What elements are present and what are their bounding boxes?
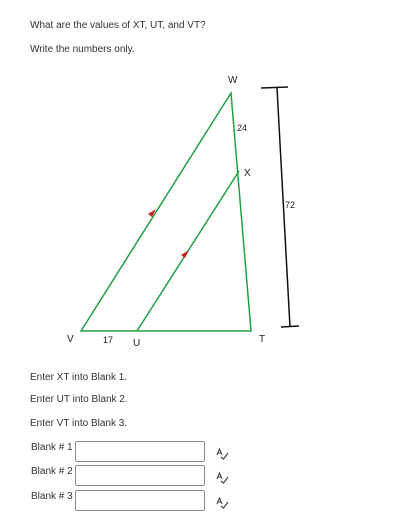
blank-2-label: Blank # 2 — [31, 466, 73, 477]
direction-1: Enter XT into Blank 1. — [30, 372, 128, 383]
triangle-vwt — [81, 93, 251, 331]
measure-vu-label: 17 — [103, 335, 114, 345]
spell-check-icon[interactable] — [215, 470, 229, 484]
vertex-t-label: T — [259, 334, 266, 345]
measure-wt-label: 72 — [285, 200, 296, 210]
vertex-v-label: V — [67, 334, 74, 345]
spell-check-icon[interactable] — [215, 446, 229, 460]
blank-2-input[interactable] — [75, 465, 205, 486]
direction-3: Enter VT into Blank 3. — [30, 418, 128, 429]
question-instruction: Write the numbers only. — [30, 44, 135, 55]
blank-3-input[interactable] — [75, 490, 205, 511]
bracket-top — [261, 87, 288, 88]
spell-check-icon[interactable] — [215, 495, 229, 509]
vertex-x-label: X — [244, 168, 251, 179]
vertex-u-label: U — [133, 338, 141, 349]
question-prompt: What are the values of XT, UT, and VT? — [30, 20, 206, 31]
blank-1-input[interactable] — [75, 441, 205, 462]
measure-wx-label: 24 — [237, 123, 248, 133]
parallel-arrow-ux — [181, 250, 189, 258]
bracket-bottom — [281, 326, 299, 327]
direction-2: Enter UT into Blank 2. — [30, 394, 128, 405]
blank-3-label: Blank # 3 — [31, 491, 73, 502]
blank-1-label: Blank # 1 — [31, 442, 73, 453]
vertex-w-label: W — [228, 75, 238, 86]
